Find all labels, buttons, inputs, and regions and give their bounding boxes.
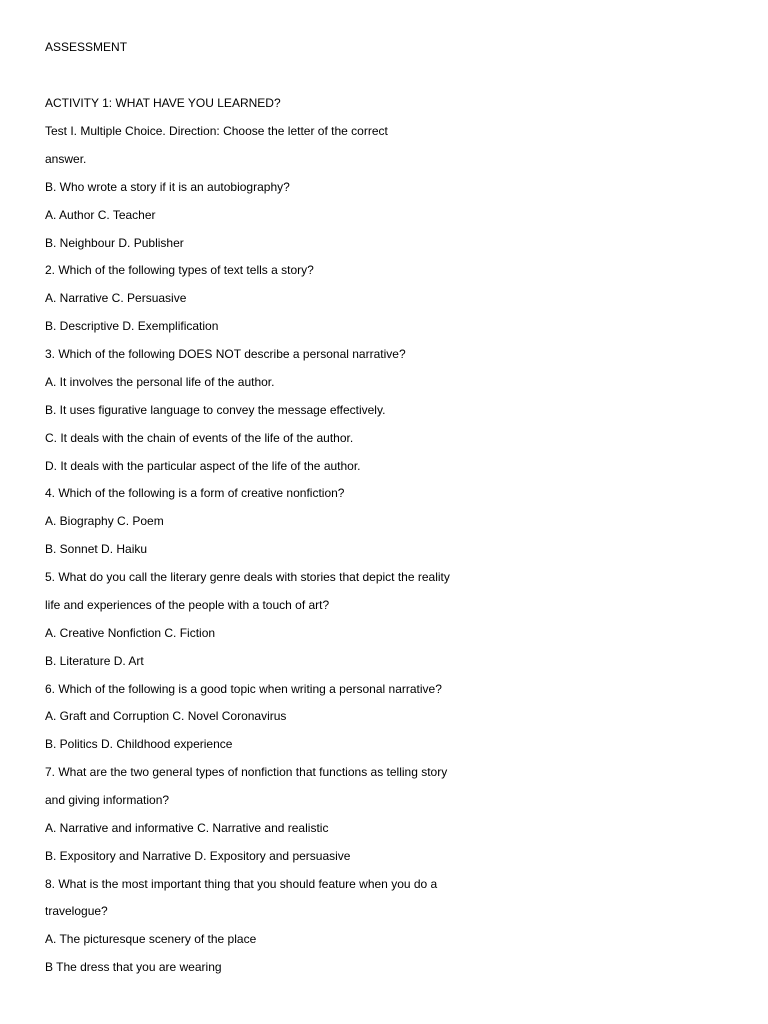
answer-choice-line: B. Neighbour D. Publisher bbox=[45, 236, 184, 250]
test-direction-line: answer. bbox=[45, 152, 87, 166]
document-heading: ASSESSMENT bbox=[45, 40, 128, 54]
answer-choice-line: C. It deals with the chain of events of the life of the author. bbox=[45, 431, 354, 445]
question-line: 7. What are the two general types of nonfiction that functions as telling story bbox=[45, 765, 448, 779]
answer-choice-line: A. Narrative and informative C. Narrative and realistic bbox=[45, 821, 329, 835]
activity-title: ACTIVITY 1: WHAT HAVE YOU LEARNED? bbox=[45, 96, 281, 110]
question-line: 5. What do you call the literary genre deals with stories that depict the reality bbox=[45, 570, 450, 584]
answer-choice-line: A. Narrative C. Persuasive bbox=[45, 291, 187, 305]
answer-choice-line: B The dress that you are wearing bbox=[45, 960, 222, 974]
answer-choice-line: A. The picturesque scenery of the place bbox=[45, 932, 257, 946]
question-line: 2. Which of the following types of text tells a story? bbox=[45, 263, 314, 277]
answer-choice-line: A. Graft and Corruption C. Novel Coronavirus bbox=[45, 709, 287, 723]
answer-choice-line: A. It involves the personal life of the author. bbox=[45, 375, 275, 389]
answer-choice-line: B. Sonnet D. Haiku bbox=[45, 542, 148, 556]
question-line: life and experiences of the people with a touch of art? bbox=[45, 598, 330, 612]
question-line: 8. What is the most important thing that you should feature when you do a bbox=[45, 877, 438, 891]
question-line: 4. Which of the following is a form of creative nonfiction? bbox=[45, 486, 345, 500]
answer-choice-line: A. Author C. Teacher bbox=[45, 208, 156, 222]
test-direction-line: Test I. Multiple Choice. Direction: Choose the letter of the correct bbox=[45, 124, 388, 138]
answer-choice-line: B. Politics D. Childhood experience bbox=[45, 737, 233, 751]
answer-choice-line: D. It deals with the particular aspect of the life of the author. bbox=[45, 459, 361, 473]
answer-choice-line: B. Expository and Narrative D. Expository and persuasive bbox=[45, 849, 351, 863]
answer-choice-line: A. Biography C. Poem bbox=[45, 514, 164, 528]
answer-choice-line: A. Creative Nonfiction C. Fiction bbox=[45, 626, 216, 640]
answer-choice-line: B. It uses figurative language to convey the message effectively. bbox=[45, 403, 386, 417]
question-line: travelogue? bbox=[45, 904, 108, 918]
question-line: and giving information? bbox=[45, 793, 170, 807]
question-line: B. Who wrote a story if it is an autobiography? bbox=[45, 180, 290, 194]
answer-choice-line: B. Literature D. Art bbox=[45, 654, 144, 668]
question-line: 3. Which of the following DOES NOT describe a personal narrative? bbox=[45, 347, 406, 361]
answer-choice-line: B. Descriptive D. Exemplification bbox=[45, 319, 219, 333]
question-line: 6. Which of the following is a good topic when writing a personal narrative? bbox=[45, 682, 442, 696]
